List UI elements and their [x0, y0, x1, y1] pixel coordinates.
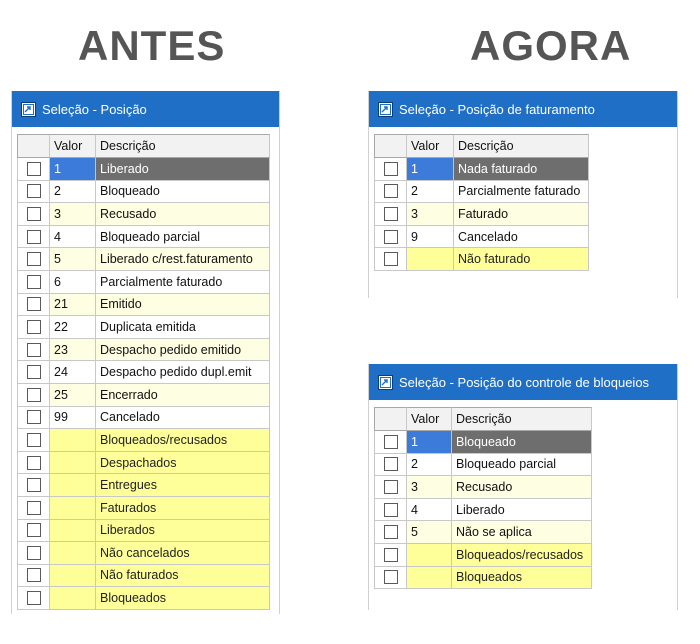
table-row[interactable] — [17, 203, 279, 226]
row-checkbox[interactable] — [27, 501, 41, 515]
row-checkbox-cell — [17, 158, 50, 181]
row-descricao: Parcialmente faturado — [96, 271, 270, 294]
row-checkbox[interactable] — [27, 591, 41, 605]
row-checkbox-cell — [17, 497, 50, 520]
row-descricao: Bloqueados/recusados — [452, 544, 592, 567]
row-valor: 9 — [407, 226, 454, 249]
row-checkbox-cell — [17, 271, 50, 294]
row-descricao: Entregues — [96, 474, 270, 497]
row-valor — [50, 520, 96, 543]
row-valor: 4 — [407, 499, 452, 522]
row-checkbox[interactable] — [27, 478, 41, 492]
window-icon — [21, 102, 36, 117]
row-valor: 1 — [407, 431, 452, 454]
row-checkbox-cell — [17, 565, 50, 588]
row-valor: 22 — [50, 316, 96, 339]
table-row[interactable] — [17, 565, 279, 588]
row-checkbox-cell — [17, 226, 50, 249]
row-checkbox[interactable] — [27, 433, 41, 447]
table-row[interactable] — [17, 542, 279, 565]
row-descricao: Emitido — [96, 294, 270, 317]
row-checkbox[interactable] — [384, 503, 398, 517]
table-row[interactable] — [374, 226, 677, 249]
row-checkbox[interactable] — [384, 207, 398, 221]
row-valor — [50, 565, 96, 588]
panel-titlebar[interactable] — [12, 91, 279, 127]
row-checkbox[interactable] — [27, 546, 41, 560]
row-descricao: Recusado — [96, 203, 270, 226]
table-row[interactable] — [374, 158, 677, 181]
table-row[interactable] — [17, 474, 279, 497]
row-descricao: Nada faturado — [454, 158, 589, 181]
row-checkbox[interactable] — [27, 343, 41, 357]
row-descricao: Bloqueado — [452, 431, 592, 454]
row-descricao: Cancelado — [96, 407, 270, 430]
row-checkbox-cell — [374, 499, 407, 522]
row-checkbox-cell — [17, 587, 50, 610]
row-checkbox[interactable] — [27, 523, 41, 537]
row-descricao: Bloqueados — [96, 587, 270, 610]
row-checkbox[interactable] — [27, 207, 41, 221]
header-select-column — [374, 134, 407, 158]
row-checkbox-cell — [17, 248, 50, 271]
row-checkbox[interactable] — [27, 388, 41, 402]
window-icon — [378, 102, 393, 117]
table-row[interactable] — [374, 567, 677, 590]
row-checkbox-cell — [17, 339, 50, 362]
header-descricao[interactable]: Descrição — [454, 134, 589, 158]
table-row[interactable] — [17, 226, 279, 249]
row-descricao: Não faturado — [454, 248, 589, 271]
row-valor — [50, 497, 96, 520]
row-checkbox-cell — [374, 567, 407, 590]
row-checkbox[interactable] — [384, 252, 398, 266]
row-descricao: Duplicata emitida — [96, 316, 270, 339]
row-descricao: Despacho pedido emitido — [96, 339, 270, 362]
table-row[interactable] — [374, 203, 677, 226]
row-checkbox-cell — [374, 248, 407, 271]
row-valor: 2 — [407, 181, 454, 204]
row-checkbox[interactable] — [384, 162, 398, 176]
row-checkbox[interactable] — [27, 252, 41, 266]
table-row[interactable] — [374, 544, 677, 567]
row-valor: 99 — [50, 407, 96, 430]
row-checkbox-cell — [17, 361, 50, 384]
row-descricao: Faturado — [454, 203, 589, 226]
row-valor: 1 — [50, 158, 96, 181]
table-row[interactable] — [17, 407, 279, 430]
row-descricao: Recusado — [452, 476, 592, 499]
row-valor: 24 — [50, 361, 96, 384]
table-row[interactable] — [374, 248, 677, 271]
row-descricao: Faturados — [96, 497, 270, 520]
selection-grid — [17, 134, 279, 610]
row-descricao: Liberados — [96, 520, 270, 543]
row-checkbox[interactable] — [27, 410, 41, 424]
row-checkbox[interactable] — [384, 230, 398, 244]
row-checkbox[interactable] — [27, 184, 41, 198]
row-descricao: Bloqueados — [452, 567, 592, 590]
row-valor: 3 — [407, 203, 454, 226]
row-checkbox[interactable] — [27, 365, 41, 379]
row-checkbox[interactable] — [384, 525, 398, 539]
row-descricao: Não se aplica — [452, 521, 592, 544]
row-checkbox-cell — [17, 294, 50, 317]
table-row[interactable] — [17, 520, 279, 543]
row-descricao: Não cancelados — [96, 542, 270, 565]
row-checkbox-cell — [374, 476, 407, 499]
heading-antes: ANTES — [78, 22, 226, 69]
row-checkbox-cell — [374, 158, 407, 181]
row-descricao: Despachados — [96, 452, 270, 475]
table-row[interactable] — [17, 181, 279, 204]
row-checkbox-cell — [17, 429, 50, 452]
row-checkbox[interactable] — [384, 184, 398, 198]
row-checkbox[interactable] — [27, 320, 41, 334]
grid-header — [374, 134, 677, 158]
table-row[interactable] — [17, 248, 279, 271]
row-descricao: Liberado — [96, 158, 270, 181]
table-row[interactable] — [374, 521, 677, 544]
row-descricao: Bloqueado parcial — [452, 454, 592, 477]
row-checkbox-cell — [374, 181, 407, 204]
row-checkbox[interactable] — [384, 570, 398, 584]
table-row[interactable] — [17, 497, 279, 520]
table-row[interactable] — [17, 587, 279, 610]
row-checkbox[interactable] — [384, 548, 398, 562]
row-checkbox[interactable] — [27, 456, 41, 470]
header-descricao[interactable]: Descrição — [96, 134, 270, 158]
panel-bloqueios — [368, 364, 678, 610]
row-valor — [50, 474, 96, 497]
row-valor: 2 — [407, 454, 452, 477]
panel-title: Seleção - Posição de faturamento — [399, 101, 595, 117]
table-row[interactable] — [17, 339, 279, 362]
header-select-column — [17, 134, 50, 158]
table-row[interactable] — [17, 294, 279, 317]
row-checkbox-cell — [17, 452, 50, 475]
row-checkbox[interactable] — [27, 230, 41, 244]
row-valor — [50, 587, 96, 610]
row-checkbox-cell — [374, 226, 407, 249]
row-valor: 3 — [407, 476, 452, 499]
header-select-column — [374, 407, 407, 431]
panel-posicao — [11, 91, 280, 614]
row-descricao: Despacho pedido dupl.emit — [96, 361, 270, 384]
row-valor — [407, 544, 452, 567]
row-valor — [50, 452, 96, 475]
table-row[interactable] — [17, 158, 279, 181]
row-descricao: Liberado c/rest.faturamento — [96, 248, 270, 271]
row-checkbox-cell — [374, 544, 407, 567]
table-row[interactable] — [374, 431, 677, 454]
table-row[interactable] — [17, 271, 279, 294]
row-descricao: Bloqueado parcial — [96, 226, 270, 249]
row-valor: 4 — [50, 226, 96, 249]
window-icon — [378, 375, 393, 390]
row-checkbox-cell — [374, 521, 407, 544]
row-valor: 1 — [407, 158, 454, 181]
row-descricao: Cancelado — [454, 226, 589, 249]
table-row[interactable] — [374, 476, 677, 499]
row-descricao: Liberado — [452, 499, 592, 522]
header-valor[interactable]: Valor — [407, 407, 452, 431]
row-checkbox[interactable] — [27, 275, 41, 289]
row-descricao: Parcialmente faturado — [454, 181, 589, 204]
header-valor[interactable]: Valor — [407, 134, 454, 158]
row-valor: 25 — [50, 384, 96, 407]
table-row[interactable] — [374, 454, 677, 477]
row-checkbox-cell — [17, 407, 50, 430]
row-checkbox-cell — [17, 203, 50, 226]
row-valor: 6 — [50, 271, 96, 294]
selection-grid — [374, 134, 677, 271]
row-checkbox[interactable] — [384, 480, 398, 494]
row-valor: 3 — [50, 203, 96, 226]
row-valor: 5 — [50, 248, 96, 271]
table-row[interactable] — [17, 429, 279, 452]
row-descricao: Encerrado — [96, 384, 270, 407]
table-row[interactable] — [374, 499, 677, 522]
table-row[interactable] — [374, 181, 677, 204]
row-checkbox-cell — [17, 181, 50, 204]
panel-title: Seleção - Posição do controle de bloqueios — [399, 374, 650, 390]
row-checkbox-cell — [17, 474, 50, 497]
row-checkbox-cell — [17, 520, 50, 543]
heading-agora: AGORA — [470, 22, 632, 69]
panel-faturamento — [368, 91, 678, 298]
row-checkbox[interactable] — [27, 568, 41, 582]
header-valor[interactable]: Valor — [50, 134, 96, 158]
panel-title: Seleção - Posição — [42, 101, 147, 117]
row-valor: 21 — [50, 294, 96, 317]
panel-titlebar[interactable] — [369, 364, 677, 400]
selection-grid — [374, 407, 677, 589]
row-descricao: Bloqueados/recusados — [96, 429, 270, 452]
row-checkbox-cell — [374, 454, 407, 477]
row-descricao: Bloqueado — [96, 181, 270, 204]
row-checkbox[interactable] — [27, 297, 41, 311]
row-checkbox[interactable] — [384, 457, 398, 471]
row-checkbox-cell — [17, 384, 50, 407]
header-descricao[interactable]: Descrição — [452, 407, 592, 431]
row-checkbox[interactable] — [27, 162, 41, 176]
table-row[interactable] — [17, 316, 279, 339]
row-checkbox-cell — [17, 542, 50, 565]
row-checkbox-cell — [374, 431, 407, 454]
table-row[interactable] — [17, 384, 279, 407]
row-valor: 23 — [50, 339, 96, 362]
row-checkbox[interactable] — [384, 435, 398, 449]
row-valor — [407, 248, 454, 271]
row-valor: 2 — [50, 181, 96, 204]
row-checkbox-cell — [17, 316, 50, 339]
grid-header — [17, 134, 279, 158]
row-valor — [50, 429, 96, 452]
row-valor — [50, 542, 96, 565]
row-checkbox-cell — [374, 203, 407, 226]
grid-header — [374, 407, 677, 431]
table-row[interactable] — [17, 361, 279, 384]
table-row[interactable] — [17, 452, 279, 475]
row-valor — [407, 567, 452, 590]
panel-titlebar[interactable] — [369, 91, 677, 127]
row-valor: 5 — [407, 521, 452, 544]
row-descricao: Não faturados — [96, 565, 270, 588]
